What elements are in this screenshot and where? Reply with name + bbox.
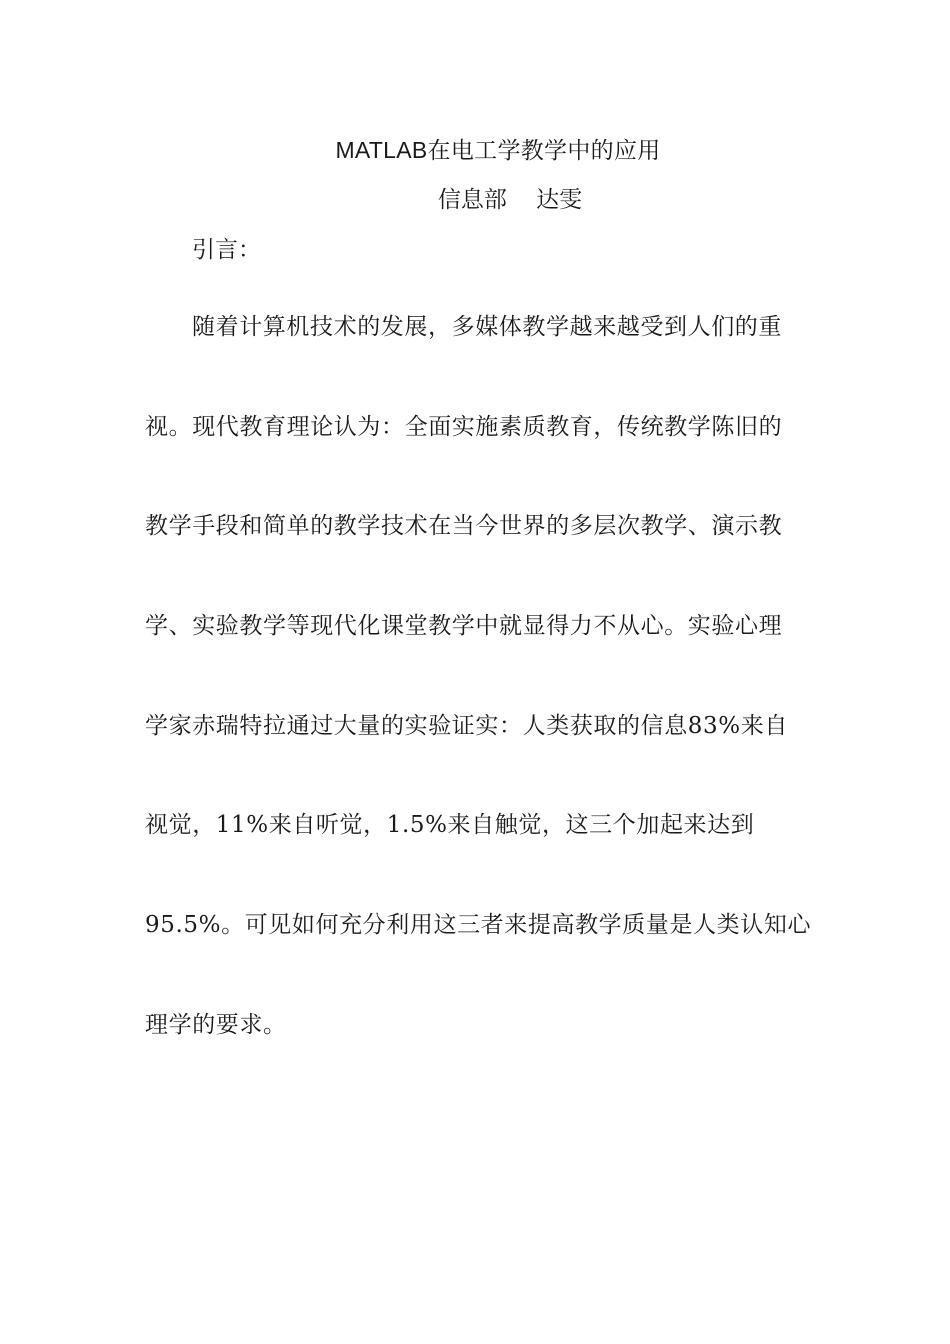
document-author: 信息部 达雯 — [437, 187, 583, 213]
paragraph-line: 视觉，11%来自听觉，1.5%来自触觉，这三个加起来达到 — [145, 812, 755, 838]
document-title: MATLAB在电工学教学中的应用 — [335, 137, 661, 163]
paragraph-line: 随着计算机技术的发展，多媒体教学越来越受到人们的重 — [192, 314, 782, 340]
paragraph-line: 教学手段和简单的教学技术在当今世界的多层次教学、演示教 — [145, 513, 783, 539]
paragraph-line: 视。现代教育理论认为：全面实施素质教育，传统教学陈旧的 — [145, 414, 783, 440]
paragraph-line: 学、实验教学等现代化课堂教学中就显得力不从心。实验心理 — [145, 613, 783, 639]
paragraph-line: 学家赤瑞特拉通过大量的实验证实：人类获取的信息83%来自 — [145, 713, 788, 739]
intro-heading: 引言： — [192, 237, 261, 263]
paragraph-line: 95.5%。可见如何充分利用这三者来提高教学质量是人类认知心 — [145, 912, 812, 938]
paragraph-line: 理学的要求。 — [145, 1012, 287, 1038]
